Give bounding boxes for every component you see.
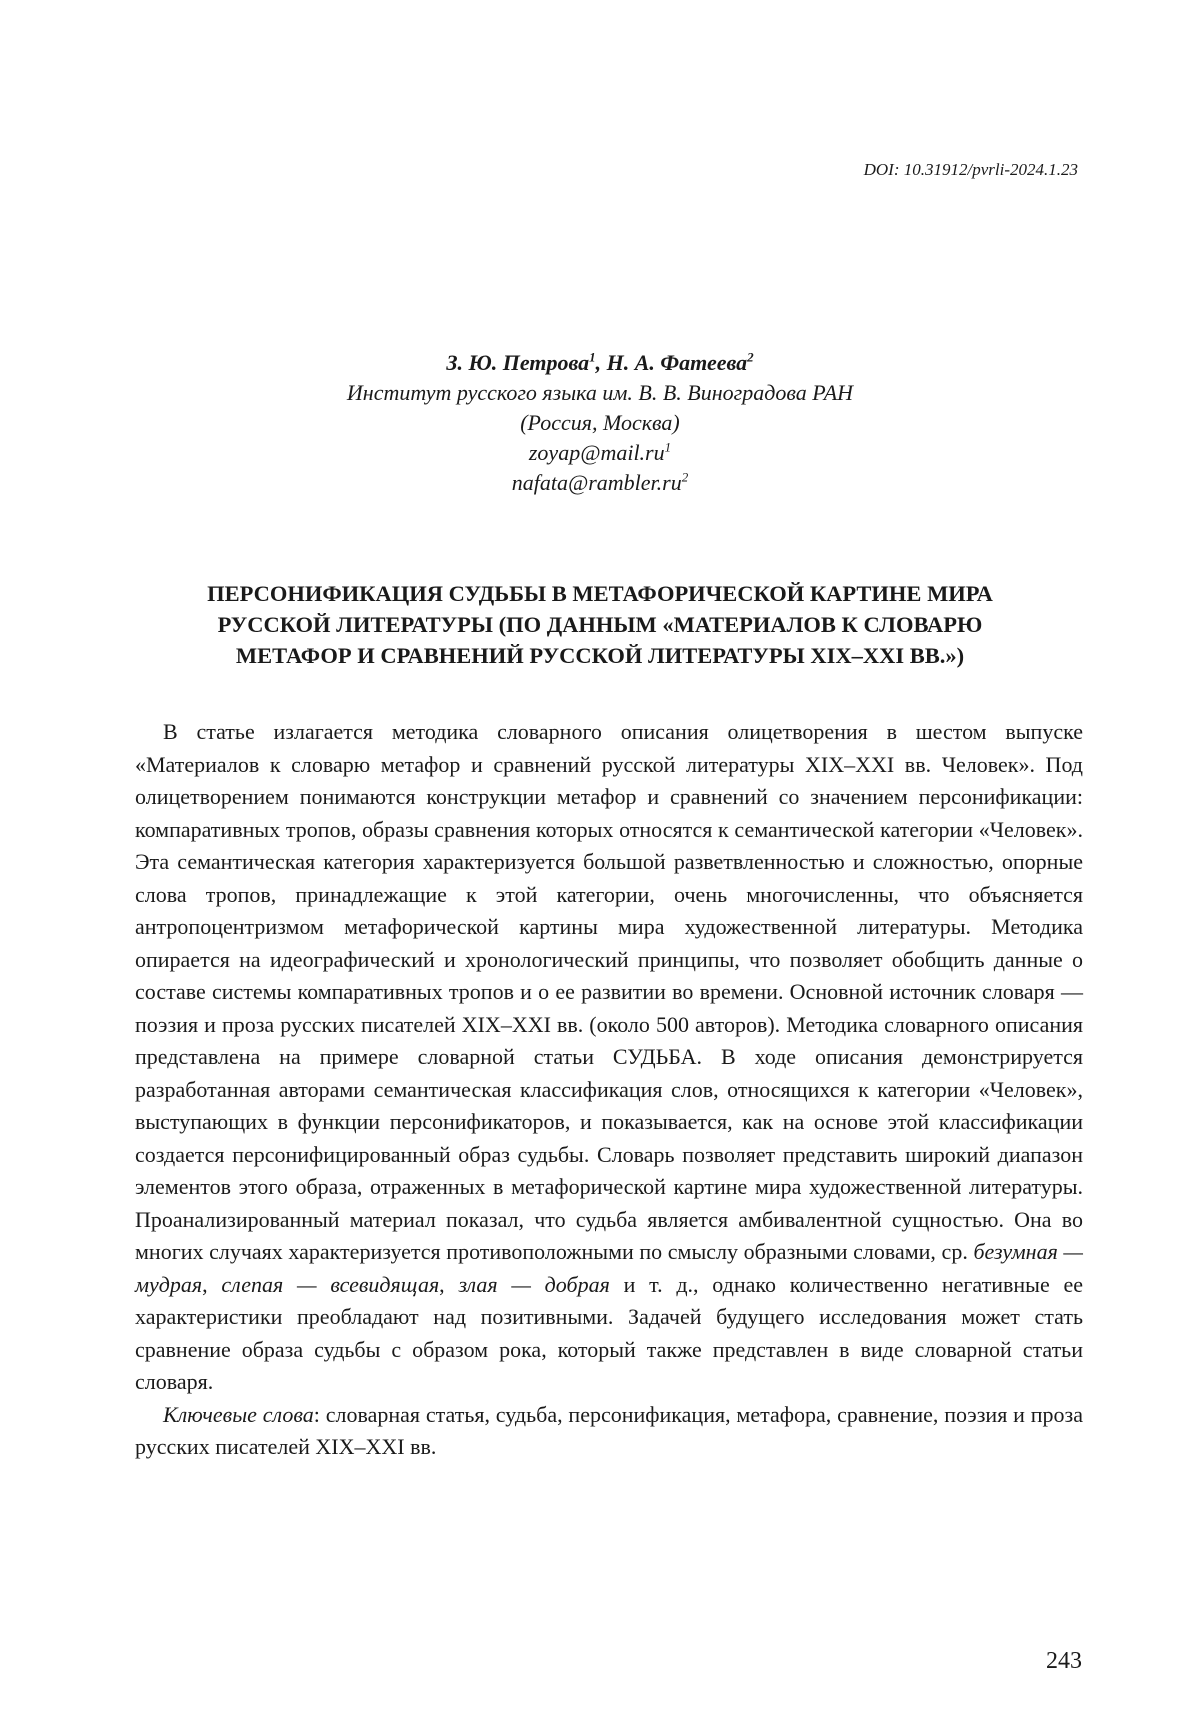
title-line-3: МЕТАФОР И СРАВНЕНИЙ РУССКОЙ ЛИТЕРАТУРЫ XIX–XXI ВВ.»)	[235, 643, 965, 668]
location: (Россия, Москва)	[520, 410, 680, 435]
abstract	[135, 716, 1083, 1464]
doi: DOI: 10.31912/pvrli-2024.1.23	[863, 160, 1078, 179]
abstract-paragraph	[135, 716, 1083, 1399]
author-1: З. Ю. Петрова	[446, 350, 590, 375]
author-block	[0, 348, 1200, 498]
author-2-sup: 2	[747, 349, 754, 365]
title-line-2: РУССКОЙ ЛИТЕРАТУРЫ (ПО ДАННЫМ «МАТЕРИАЛОВ К СЛОВАРЮ	[217, 612, 983, 637]
article-title	[115, 578, 1085, 671]
email-2: nafata@rambler.ru	[511, 470, 682, 495]
example-3: злая — добрая	[458, 1271, 610, 1297]
keywords-label: Ключевые слова	[163, 1401, 314, 1427]
email-2-line	[0, 468, 1200, 498]
institution: Институт русского языка им. В. В. Виноградова РАН	[346, 380, 854, 405]
keywords-text: словарная статья, судьба, персонификация, метафора, сравнение, поэзия и проза русских писателей XIX–XXI вв.	[135, 1401, 1083, 1459]
author-names	[0, 348, 1200, 378]
author-separator: ,	[595, 350, 607, 375]
example-sep-1: ,	[202, 1271, 222, 1297]
abstract-text-2: и т. д., однако количественно негативные ее характеристики преобладают над позитивными. Задачей будущего исследования может стать сравнение образа судьбы с образом рока, который также представлен в виде словарной статьи словаря.	[135, 1271, 1084, 1394]
example-1: безумная — мудрая	[135, 1239, 1083, 1297]
page-number: 243	[1046, 1648, 1082, 1674]
example-2: слепая — всевидящая	[221, 1271, 440, 1297]
author-1-sup: 1	[589, 349, 596, 365]
email-1-line	[0, 438, 1200, 468]
email-1: zoyap@mail.ru	[528, 440, 665, 465]
email-2-sup: 2	[681, 469, 689, 485]
title-line-1: ПЕРСОНИФИКАЦИЯ СУДЬБЫ В МЕТАФОРИЧЕСКОЙ КАРТИНЕ МИРА	[207, 581, 993, 606]
example-sep-2: ,	[439, 1271, 459, 1297]
keywords-paragraph	[135, 1399, 1083, 1464]
keywords-colon: :	[313, 1401, 326, 1427]
author-2: Н. А. Фатеева	[606, 350, 748, 375]
email-1-sup: 1	[664, 439, 672, 455]
abstract-text-1: В статье излагается методика словарного описания олицетворения в шестом выпуске «Материалов к словарю метафор и сравнений русской литературы XIX–XXI вв. Человек». Под олицетворением понимаются конструкции метафор и сравнений со значением персонификации: компаративных тропов, образы сравнения которых относятся к семантической категории «Человек». Эта семантическая категория характеризуется большой разветвленностью и сложностью, опорные слова тропов, принадлежащие к этой категории, очень многочисленны, что объясняется антропоцентризмом метафорической картины мира художественной литературы. Методика опирается на идеографический и хронологический принципы, что позволяет обобщить данные о составе системы компаративных тропов и о ее развитии во времени. Основной источник словаря — поэзия и проза русских писателей XIX–XXI вв. (около 500 авторов). Методика словарного описания представлена на примере словарной статьи СУДЬБА. В ходе описания демонстрируется разработанная авторами семантическая классификация слов, относящихся к категории «Человек», выступающих в функции персонификаторов, и показывается, как на основе этой классификации создается персонифицированный образ судьбы. Словарь позволяет представить широкий диапазон элементов этого образа, отраженных в метафорической картине мира художественной литературы. Проанализированный материал показал, что судьба является амбивалентной сущностью. Она во многих случаях характеризуется противоположными по смыслу образными словами, ср.	[135, 719, 1083, 1264]
